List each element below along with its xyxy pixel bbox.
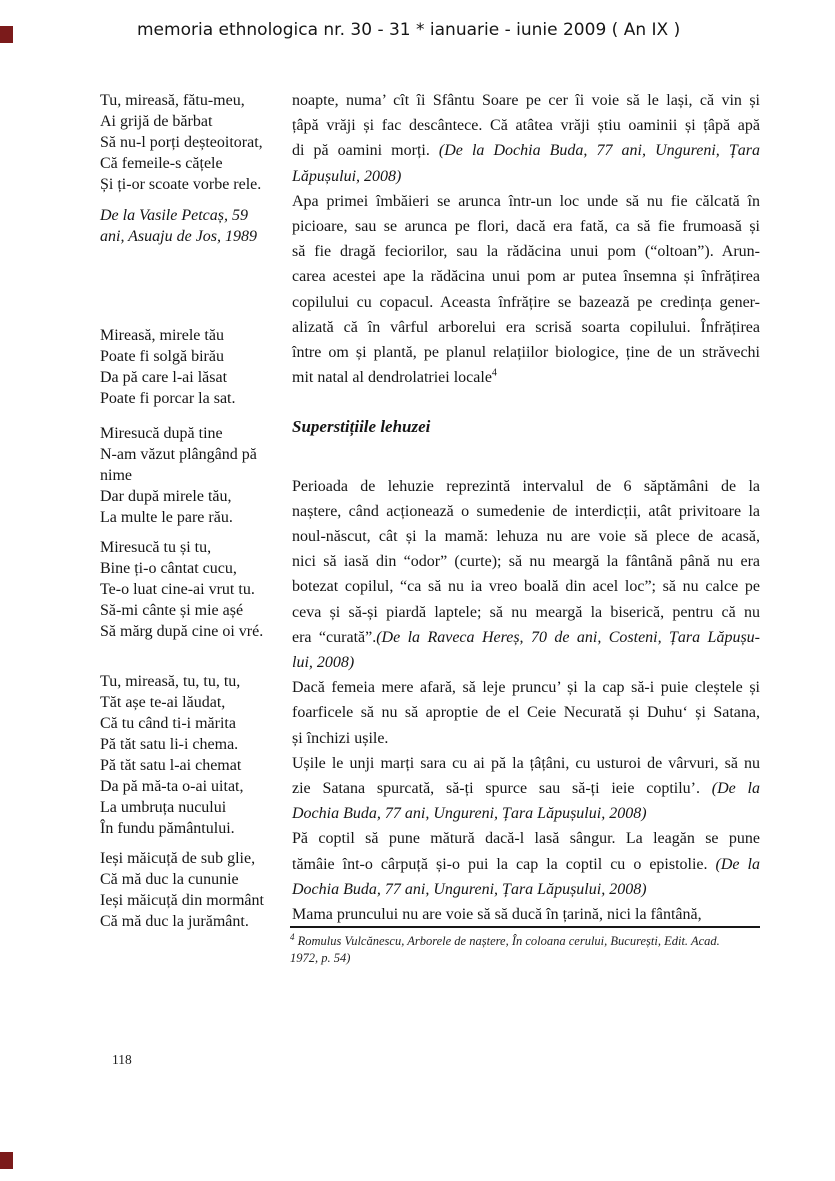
- source-citation: lui, 2008): [292, 654, 355, 672]
- poem-line: Tu, mireasă, fătu-meu,: [100, 92, 245, 109]
- text-line: [292, 524, 760, 549]
- poem-line: N-am văzut plângând pă: [100, 446, 257, 463]
- body-text: era “curată”.: [292, 628, 377, 646]
- body-text: zie Satana spurcată, să-ți spurce sau să-ți ieie coptilu’.: [292, 780, 712, 798]
- poem-line: Da pă care l-ai lăsat: [100, 369, 228, 386]
- text-line: [292, 264, 760, 289]
- body-text: di pă oamini morți.: [292, 142, 439, 160]
- body-text: noapte, numa’ cît îi Sfântu Soare pe cer îi voie să le lași, că vin și: [292, 92, 760, 109]
- text-line: [292, 474, 760, 499]
- poem-line: Dar după mirele tău,: [100, 488, 232, 505]
- page-number: 118: [112, 1052, 132, 1067]
- body-text: ceva și să-și piardă laptele; să nu meargă la biserică, pentru că nu: [292, 603, 760, 621]
- poem-line: Miresucă tu și tu,: [100, 539, 212, 556]
- body-text: Mama pruncului nu are voie să să ducă în țarină, nici la fântână,: [292, 906, 702, 924]
- text-line: [292, 751, 760, 776]
- text-line: [292, 650, 760, 675]
- poem-attribution: [100, 205, 290, 247]
- body-text: alizată că în vârful arborelui era scrisă soarta copilului. Înfrățirea: [292, 318, 760, 336]
- left-column: [100, 90, 290, 932]
- source-citation: Dochia Buda, 77 ani, Ungureni, Țara Lăpușului, 2008): [292, 805, 647, 823]
- text-line: [292, 138, 760, 163]
- text-line: [292, 625, 760, 650]
- body-text: și închizi ușile.: [292, 729, 389, 747]
- footnote-line: $^4$ Romulus Vulcănescu, Arborele de naștere, În coloana cerului, București, Edit. Acad.: [290, 931, 720, 948]
- source-citation: Lăpușului, 2008): [292, 167, 402, 185]
- source-citation: (De la Raveca Hereș, 70 de ani, Costeni, Țara Lăpușu-: [376, 628, 761, 646]
- poem-line: Poate fi porcar la sat.: [100, 390, 236, 407]
- body-text: foarficele să nu să aproptie de el Ceie Necurată și Duhu‘ și Satana,: [292, 704, 760, 722]
- text-line: [292, 801, 760, 826]
- poem-line: Să mărg după cine oi vré.: [100, 623, 264, 640]
- footnote-marker: 4: [290, 931, 295, 942]
- poem-line: Și ți-or scoate vorbe rele.: [100, 176, 262, 193]
- text-line: [292, 902, 760, 927]
- text-line: [292, 700, 760, 725]
- body-text: carea acestei ape la rădăcina unui pom ar putea însemna și înfrățirea: [292, 268, 760, 286]
- text-line: [292, 726, 760, 751]
- text-line: [292, 113, 760, 138]
- poem-stanza: [100, 423, 290, 528]
- poem-line: Miresucă după tine: [100, 425, 223, 442]
- poem-line: Tu, mireasă, tu, tu, tu,: [100, 673, 241, 690]
- body-text: mit natal al dendrolatriei locale: [292, 369, 492, 387]
- page-edge-marker-bottom: [0, 1152, 13, 1169]
- text-line: [292, 877, 760, 902]
- text-line: [292, 499, 760, 524]
- poem-line: Da pă mă-ta o-ai uitat,: [100, 778, 244, 795]
- text-line: [292, 549, 760, 574]
- poem-line: Te-o luat cine-ai vrut tu.: [100, 581, 255, 598]
- body-text: Ușile le unji marți sara cu ai pă la țâțâni, cu usturoi de vârvuri, să nu: [292, 754, 760, 772]
- poem-line: Bine ți-o cântat cucu,: [100, 560, 237, 577]
- poem-line: Pă tăt satu l-ai chemat: [100, 757, 242, 774]
- right-column: [292, 88, 760, 927]
- body-text: nici să iasă din “odor” (curte); să nu meargă la fântână până nu era: [292, 553, 760, 571]
- page-edge-marker-top: [0, 26, 13, 43]
- poem-line: Că femeile-s cățele: [100, 155, 223, 172]
- poem-stanza: [100, 90, 290, 195]
- source-citation: Dochia Buda, 77 ani, Ungureni, Țara Lăpușului, 2008): [292, 880, 647, 898]
- poem-line: Pă tăt satu li-i chema.: [100, 736, 239, 753]
- poem-line: Ai grijă de bărbat: [100, 113, 213, 130]
- body-text: Apa primei îmbăieri se arunca într-un loc unde să nu fie călcată în: [292, 192, 760, 210]
- poem-line: Tăt așe te-ai lăudat,: [100, 694, 226, 711]
- poem-line: ani, Asuaju de Jos, 1989: [100, 228, 258, 245]
- body-text: între om și plantă, pe planul relațiilor biologice, ține de un străvechi: [292, 344, 760, 362]
- poem-line: Ieși măicuță de sub glie,: [100, 850, 256, 867]
- body-text: botezat copilul, “ca să nu ia vreo boală din acel loc”; să nu calce pe: [292, 578, 760, 596]
- poem-line: La umbruța nucului: [100, 799, 227, 816]
- body-text: țâpă vrăji și fac descântece. Că atâtea vrăji știu oaminii și țâpă apă: [292, 117, 760, 135]
- text-line: [292, 88, 760, 113]
- body-text: noul-născut, cât și la mamă: lehuza nu are voie să plece de acasă,: [292, 528, 760, 546]
- poem-line: Că mă duc la cununie: [100, 871, 239, 888]
- footnote-rule: [290, 926, 760, 928]
- source-citation: (De la: [711, 780, 761, 798]
- poem-stanza: [100, 325, 290, 409]
- text-line: [292, 214, 760, 239]
- body-text: Pă coptil să pune mătură dacă-l lasă sângur. La leagăn se pune: [292, 830, 760, 848]
- text-line: [292, 315, 760, 340]
- poem-stanza: [100, 671, 290, 839]
- text-line: [292, 675, 760, 700]
- poem-line: La multe le pare rău.: [100, 509, 233, 526]
- poem-line: Mireasă, mirele tău: [100, 327, 224, 344]
- text-line: [292, 776, 760, 801]
- poem-stanza: [100, 537, 290, 642]
- body-text: să fie dragă feciorilor, sau la rădăcina unui pom (“oltoan”). Arun-: [292, 243, 760, 261]
- poem-line: De la Vasile Petcaș, 59: [100, 207, 248, 224]
- journal-header: memoria ethnologica nr. 30 - 31 * ianuarie - iunie 2009 ( An IX ): [137, 20, 681, 40]
- footnote-line: 1972, p. 54): [290, 951, 351, 965]
- poem-line: Că tu când ti-i mărita: [100, 715, 236, 732]
- poem-line: Să-mi cânte și mie așé: [100, 602, 244, 619]
- text-line: [292, 852, 760, 877]
- poem-stanza: [100, 848, 290, 932]
- poem-line: Că mă duc la jurământ.: [100, 913, 249, 930]
- body-text: picioare, sau se arunca pe flori, dacă era fată, ca să fie frumoasă și: [292, 218, 760, 236]
- text-line: [292, 365, 760, 390]
- body-text: copilului cu copacul. Aceasta înfrățire se bazează pe credința gener-: [292, 293, 760, 311]
- body-text: Perioada de lehuzie reprezintă intervalul de 6 săptămâni de la: [292, 477, 760, 495]
- text-line: [292, 340, 760, 365]
- poem-line: nime: [100, 467, 132, 484]
- poem-line: În fundu pământului.: [100, 820, 235, 837]
- text-line: [292, 600, 760, 625]
- text-line: [292, 826, 760, 851]
- poem-line: Poate fi solgă birău: [100, 348, 224, 365]
- text-line: [292, 189, 760, 214]
- poem-line: Să nu-l porți deșteoitorat,: [100, 134, 263, 151]
- text-line: [292, 574, 760, 599]
- poem-line: Ieși măicuță din mormânt: [100, 892, 264, 909]
- source-citation: (De la Dochia Buda, 77 ani, Ungureni, Țara: [438, 142, 760, 160]
- body-text: Dacă femeia mere afară, să leje pruncu’ și la cap să-i puie cleștele și: [292, 679, 760, 697]
- footnote: [290, 926, 760, 967]
- body-text: tămâie înt-o cârpuță și-o pui la cap la coptil cu o epistolie.: [292, 855, 716, 873]
- source-citation: (De la: [715, 855, 760, 873]
- body-text: naștere, când acționează o sumedenie de interdicții, atât privitoare la: [292, 502, 760, 520]
- footnote-reference: 4: [491, 367, 497, 379]
- text-line: [292, 239, 760, 264]
- section-heading: Superstițiile lehuzei: [292, 417, 431, 437]
- footnote-text: [290, 933, 760, 967]
- text-line: [292, 164, 760, 189]
- text-line: [292, 290, 760, 315]
